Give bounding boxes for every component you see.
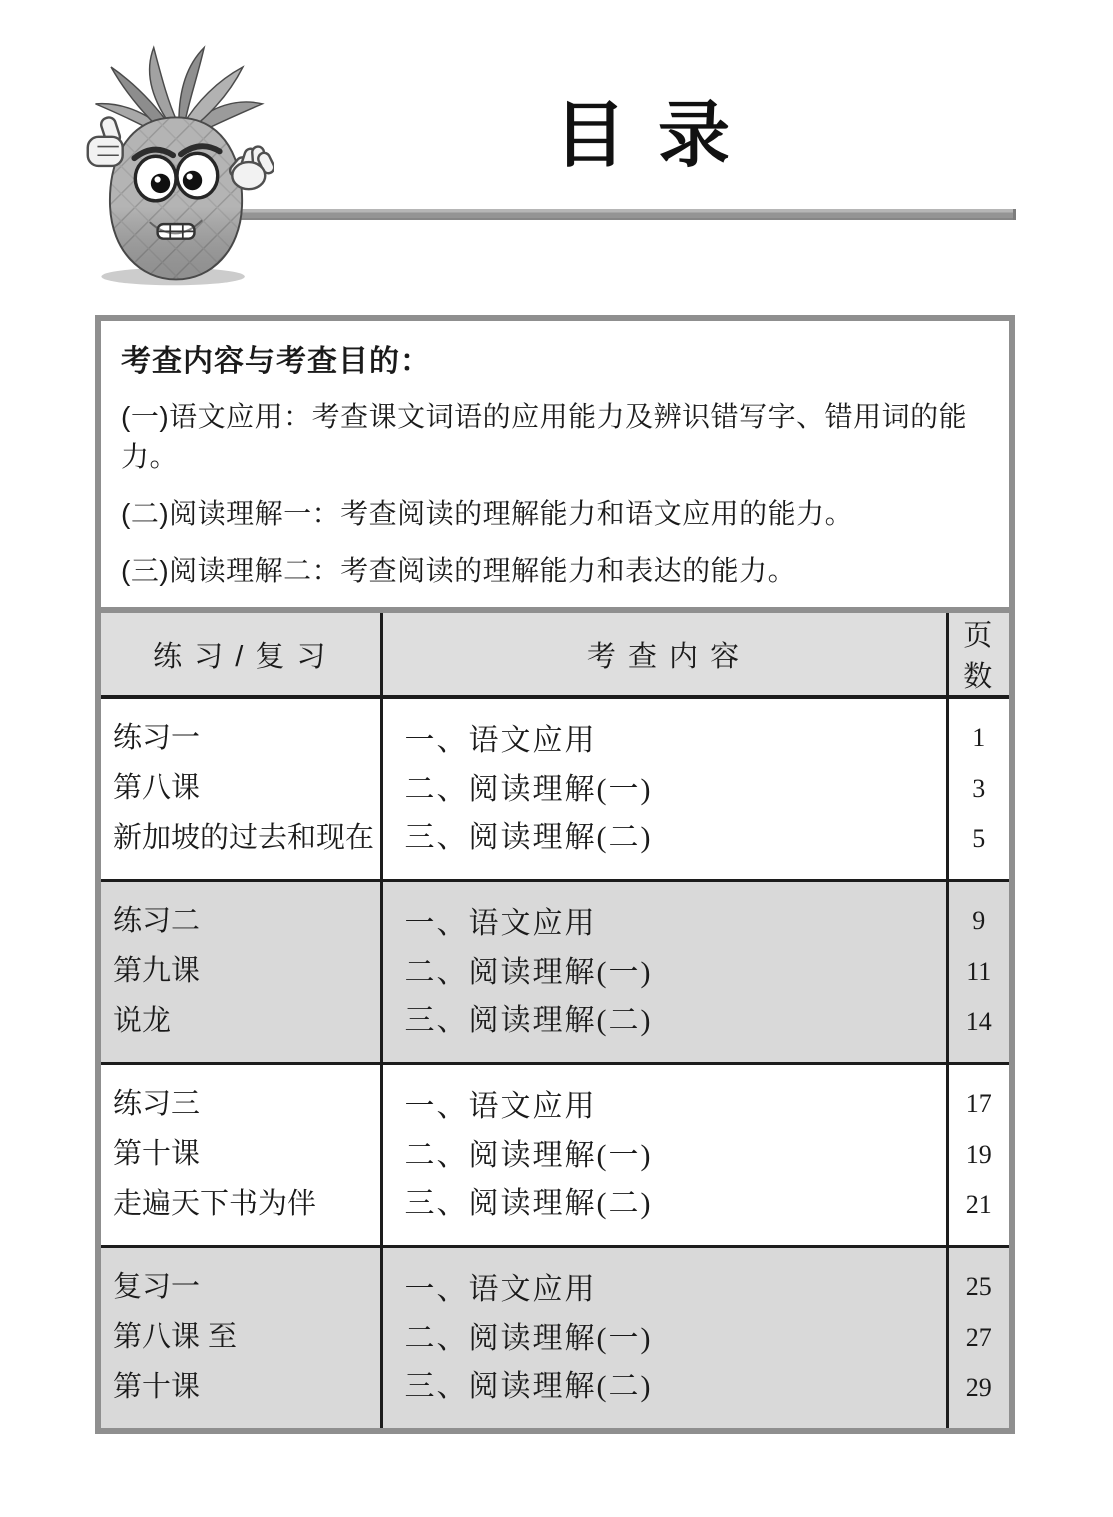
content-item: 二、阅读理解(一) xyxy=(404,772,653,806)
page-number: 11 xyxy=(966,956,992,986)
intro-item-1: (一)语文应用：考查课文词语的应用能力及辨识错写字、错用词的能力。 xyxy=(121,401,968,472)
page-number: 29 xyxy=(965,1373,992,1403)
exercise-title-cell xyxy=(101,1064,381,1247)
exercise-title-cell xyxy=(101,881,381,1064)
table-header-row xyxy=(101,613,1009,697)
intro-item-2: (二)阅读理解一：考查阅读的理解能力和语文应用的能力。 xyxy=(121,498,854,529)
content-item: 三、阅读理解(二) xyxy=(404,821,653,854)
page-number: 27 xyxy=(965,1322,992,1352)
page-number: 3 xyxy=(972,773,986,803)
exercise-name: 练习二 xyxy=(113,905,201,937)
table-row-exercise-1 xyxy=(101,697,1009,881)
content-item: 二、阅读理解(一) xyxy=(404,1138,653,1172)
lesson-number: 第八课 至 xyxy=(113,1321,238,1353)
content-item: 一、语文应用 xyxy=(404,724,597,757)
table-row-exercise-2 xyxy=(101,881,1009,1064)
content-item: 一、语文应用 xyxy=(404,907,597,940)
table-row-exercise-3 xyxy=(101,1064,1009,1247)
page-number: 25 xyxy=(965,1272,992,1301)
page-number: 5 xyxy=(972,824,986,854)
content-items-cell xyxy=(381,1064,947,1247)
col-header-exercise: 练 习 / 复 习 xyxy=(101,613,381,697)
content-item: 三、阅读理解(二) xyxy=(404,1004,653,1037)
content-items-cell xyxy=(381,1247,947,1429)
content-item: 三、阅读理解(二) xyxy=(404,1370,653,1403)
lesson-title: 说龙 xyxy=(113,1005,172,1037)
page-numbers-cell xyxy=(947,881,1009,1064)
content-item: 一、语文应用 xyxy=(404,1090,597,1123)
page-number: 17 xyxy=(965,1089,992,1118)
table-row-review-1 xyxy=(101,1247,1009,1429)
page-number: 14 xyxy=(965,1007,992,1037)
lesson-number: 第十课 xyxy=(113,1138,201,1170)
page-number: 9 xyxy=(972,906,986,935)
intro-item-3: (三)阅读理解二：考查阅读的理解能力和表达的能力。 xyxy=(121,555,797,586)
col-header-pages: 页数 xyxy=(947,613,1009,697)
content-frame xyxy=(95,315,1015,1434)
page-title: 目 录 xyxy=(553,96,736,176)
page-number: 19 xyxy=(965,1139,992,1169)
page-numbers-cell xyxy=(947,1064,1009,1247)
content-item: 三、阅读理解(二) xyxy=(404,1187,653,1220)
content-item: 一、语文应用 xyxy=(404,1273,597,1306)
toc-table xyxy=(101,613,1009,1428)
content-item: 二、阅读理解(一) xyxy=(404,1321,653,1355)
page-numbers-cell xyxy=(947,697,1009,881)
content-item: 二、阅读理解(一) xyxy=(404,955,653,989)
exercise-name: 复习一 xyxy=(113,1271,201,1303)
content-items-cell xyxy=(381,881,947,1064)
exercise-title-cell xyxy=(101,697,381,881)
exam-purpose-box xyxy=(101,321,1009,613)
title-divider-rule xyxy=(227,209,1016,220)
lesson-title: 第十课 xyxy=(113,1371,201,1403)
lesson-number: 第九课 xyxy=(113,955,201,987)
exercise-title-cell xyxy=(101,1247,381,1429)
page-numbers-cell xyxy=(947,1247,1009,1429)
exercise-name: 练习一 xyxy=(113,722,201,754)
lesson-title: 走遍天下书为伴 xyxy=(113,1188,317,1220)
intro-heading: 考查内容与考查目的： xyxy=(121,345,431,378)
col-header-content: 考 查 内 容 xyxy=(381,613,947,697)
pineapple-mascot-icon xyxy=(80,38,274,290)
page-number: 1 xyxy=(972,723,986,752)
page-number: 21 xyxy=(965,1190,992,1220)
content-items-cell xyxy=(381,697,947,881)
exercise-name: 练习三 xyxy=(113,1088,201,1120)
lesson-title: 新加坡的过去和现在 xyxy=(113,822,375,854)
lesson-number: 第八课 xyxy=(113,772,201,804)
